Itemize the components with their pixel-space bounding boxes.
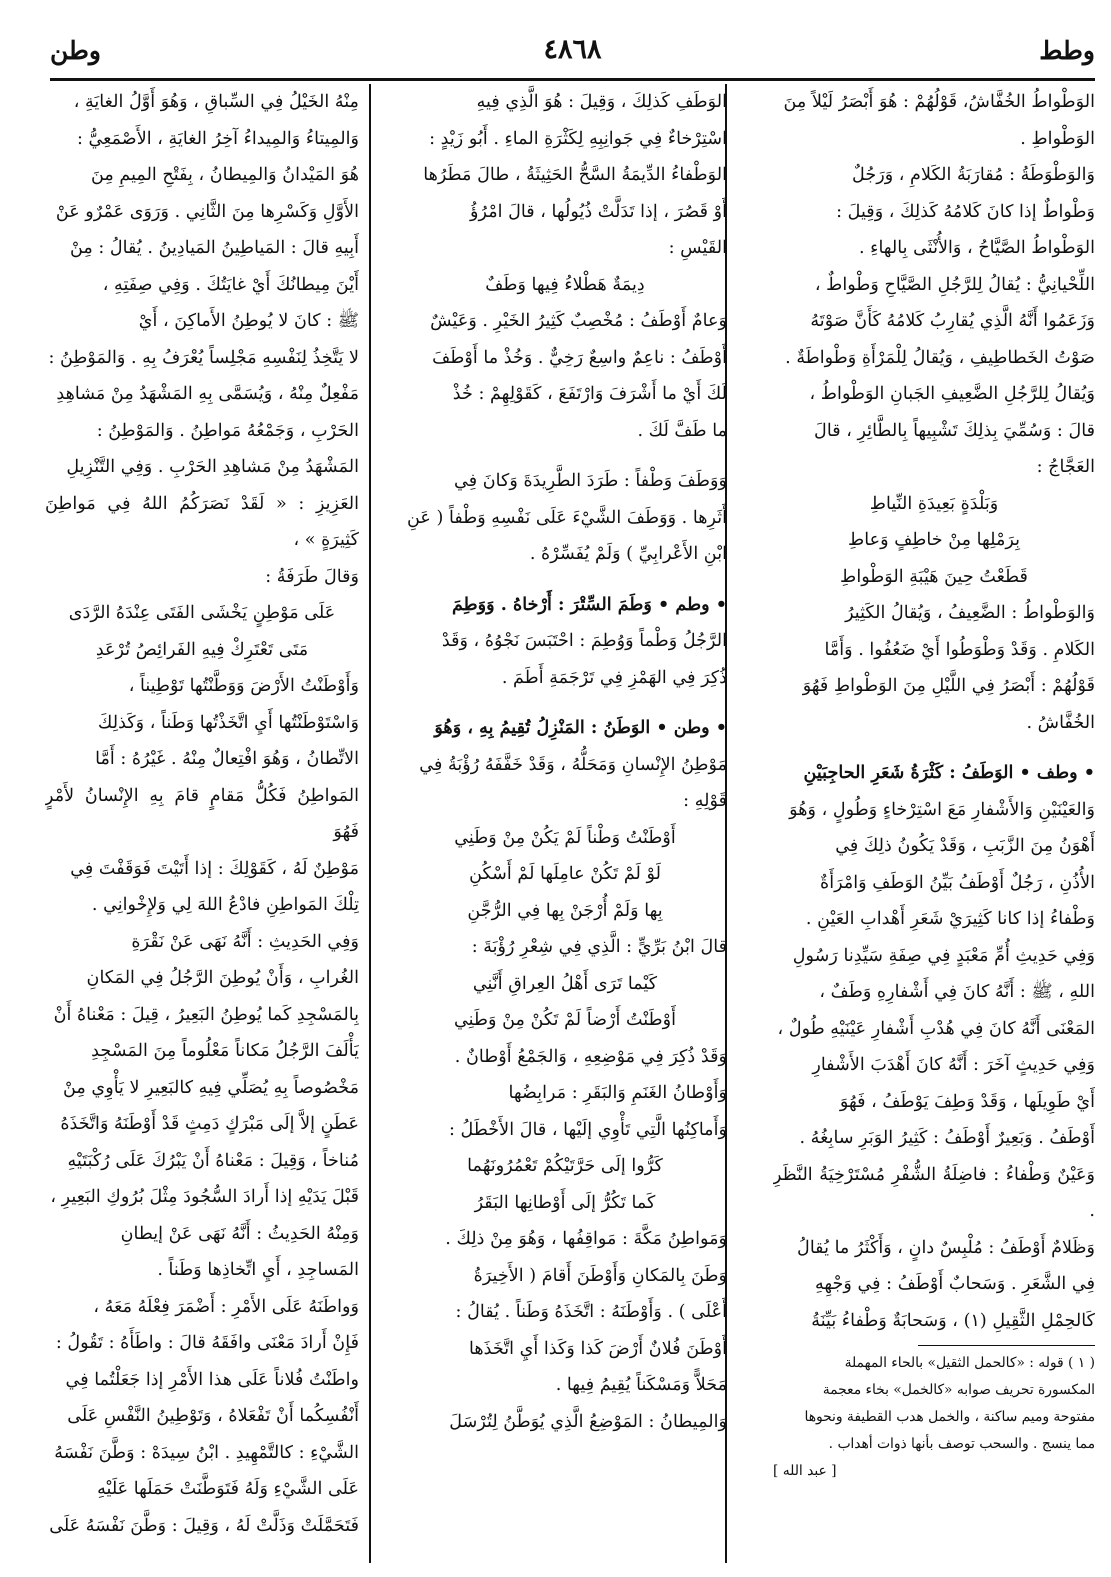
column-right — [773, 84, 1095, 1563]
text-line: لا يَتَّخِذُ لِنَفْسِهِ مَجْلِساً يُعْرَفُ بِهِ . وَالمَوْطِنُ : — [48, 347, 359, 368]
text-line: الحَرْبِ ، وَجَمْعُهُ مَواطِنُ . وَالمَوْطِنُ : — [96, 420, 359, 441]
text-line: وَفِي حَدِيثٍ آخَرَ : أَنَّهُ كانَ أَهْدَبَ الأَشْفارِ — [812, 1055, 1095, 1075]
text-line: وَالوَطْواطُ : الضَّعِيفُ ، وَيُقالُ الكَثِيرُ — [845, 603, 1095, 623]
text-line: قالَ ابْنُ بَرِّيٍّ : الَّذِي فِي شِعْرِ رُؤْبَةَ : — [471, 937, 727, 957]
text-line: قَبْلَ يَدَيْهِ إذا أَرادَ السُّجُودَ مِثْلَ بُرُوكِ البَعِيرِ ، — [50, 1187, 359, 1207]
text-line: وَظَلامٌ أَوْطَفُ : مُلْبِسٌ دانٍ ، وَأَكْثَرُ ما يُقالُ — [797, 1237, 1095, 1258]
text-line: العَزِيزِ : « لَقَدْ نَصَرَكُمُ اللهُ فِي مَواطِنَ كَثِيرَةٍ » ، — [45, 493, 359, 550]
text-line: وَقَدْ ذُكِرَ فِي مَوْضِعِهِ ، وَالجَمْعُ أَوْطانٌ . — [454, 1046, 727, 1067]
verse-line: أَوْطَنْتُ أَرْضاً لَمْ تَكُنْ مِنْ وَطَنِي — [454, 1010, 676, 1030]
verse-line: مَتَى تَعْتَرِكْ فِيهِ الفَرائِصُ تُرْعَدِ — [95, 639, 309, 660]
verse-line: قَطَعْتُ حِينَ هَيْبَةِ الوَطْواطِ — [840, 566, 1028, 587]
text-line: صَوْتُ الخَطاطِيفِ ، وَيُقالُ لِلْمَرْأَةِ وَطْواطَةٌ . — [785, 347, 1095, 368]
text-line: وَالعَيْنَيْنِ وَالأَشْفارِ مَعَ اسْتِرْخاءٍ وَطُولٍ ، وَهُوَ — [789, 799, 1095, 820]
text-line: فَإِنْ أَرادَ مَعْنَى وافَقَهُ قالَ : واطَأَهُ : تَقُولُ : — [55, 1333, 359, 1353]
text-line: مَحَلاًّ وَمَسْكَناً يُقِيمُ فِيها . — [555, 1375, 727, 1395]
text-line: أَبِيهِ قالَ : المَياطِينُ المَيادِينُ . يُقالُ : مِنْ — [69, 238, 359, 258]
text-line: وَأَوْطانُ الغَنَمِ وَالبَقَرِ : مَرابِضُها — [508, 1083, 727, 1103]
text-line: فِي الشَّعَرِ . وَسَحابٌ أَوْطَفُ : فِي وَجْهِهِ — [815, 1274, 1095, 1294]
text-line: وَوَطَفَ وَطْفاً : طَرَدَ الطَّرِيدَةَ وَكانَ فِي — [454, 471, 727, 491]
column-left — [45, 84, 359, 1563]
text-line: قَوْلُهُمْ : أَبْصَرُ فِي اللَّيْلِ مِنَ الوَطْواطِ فَهُوَ — [802, 676, 1095, 696]
page-number: ٤٨٦٨ — [543, 34, 602, 65]
text-line: مِنْهُ الخَيْلُ فِي السِّباقِ ، وَهُوَ أَوَّلُ الغايَةِ ، — [73, 92, 359, 112]
text-line: ﷺ : كانَ لا يُوطِنُ الأَماكِنَ ، أَيْ — [138, 311, 359, 331]
text-line: كَالحِمْلِ الثَّقِيلِ (١) ، وَسَحابَةٌ وَطْفاءُ بَيِّنَةُ — [811, 1310, 1095, 1331]
verse-line: لَوْ لَمْ تَكُنْ عامِلَها لَمْ أَسْكُنِ — [469, 864, 661, 884]
text-line: وَمِنْهُ الحَدِيثُ : أَنَّهُ نَهَى عَنْ إيطانِ — [120, 1223, 359, 1244]
text-line: وَأَماكِنُها الَّتِي تَأْوِي إلَيْها ، قالَ الأَخْطَلُ : — [449, 1119, 727, 1140]
footnote — [773, 1350, 1095, 1485]
text-line: أَيْنَ مِيطانُكَ أَيْ غايَتُكَ . وَفِي صِفَتِهِ ، — [102, 274, 359, 295]
verse-line: كَيْما تَرَى أَهْلُ العِراقِ أَنَّنِي — [472, 973, 658, 994]
header-root-left: وطن — [50, 36, 102, 65]
column-divider — [369, 84, 371, 1563]
footnote-rule — [918, 1345, 1095, 1346]
verse-line: كَما تَكُرُّ إلَى أَوْطانِها البَقَرُ — [474, 1192, 656, 1213]
entry-heading: • وطف • الوَطَفُ : كَثْرَةُ شَعَرِ الحاجِبَيْنِ — [803, 762, 1095, 783]
text-line: مَخْصُوصاً بِهِ يُصَلِّي فِيهِ كالبَعِيرِ لا يَأْوِي مِنْ — [63, 1077, 359, 1098]
text-line: أَعْلَى ) . وَأَوْطَنَهُ : اتَّخَذَهُ وَطَناً . يُقالُ : — [455, 1302, 727, 1322]
text-line: وَطَنَ بِالمَكانِ وَأَوْطَنَ أَقامَ ( الأَخِيرَةُ — [473, 1265, 727, 1286]
text-line: الوَطْواطُ الصَّيَّاحُ ، وَالأُنْثَى بِالهاءِ . — [858, 238, 1095, 258]
text-line: المَساجِدِ ، أَيِ اتِّخاذِها وَطَناً . — [157, 1260, 359, 1280]
header-root-right: وطط — [1039, 36, 1095, 65]
text-line: لَكَ أَيْ ما أَشْرَفَ وَارْتَفَعَ ، كَقَوْلِهِمْ : خُذْ — [452, 384, 727, 404]
text-line: مَوْطِنُ الإِنْسانِ وَمَحَلُّهُ ، وَقَدْ خَفَّفَهُ رُؤْبَةُ فِي — [419, 754, 727, 775]
text-line: واطَنْتُ فُلاناً عَلَى هذا الأَمْرِ إذا جَعَلْتُما فِي — [65, 1369, 359, 1390]
text-line: أَهْوَنُ مِنَ الزَّبَبِ ، وَقَدْ يَكُونُ ذلِكَ فِي — [835, 836, 1095, 856]
footnote-line: المكسورة تحريف صوابه «كالخمل» بخاء معجمة — [822, 1382, 1095, 1398]
text-line: وَالمِيطانُ : المَوْضِعُ الَّذِي يُوَطَّنُ لِتُرْسَلَ — [449, 1411, 727, 1432]
text-line: فَتَحَمَّلَتْ وَذَلَّتْ لَهُ ، وَقِيلَ : وَطَّنَ نَفْسَهُ عَلَى — [49, 1515, 359, 1536]
text-line: وَواطَنَهُ عَلَى الأَمْرِ : أَضْمَرَ فِعْلَهُ مَعَهُ ، — [93, 1296, 359, 1317]
text-line: اللهِ ، ﷺ : أَنَّهُ كانَ فِي أَشْفارِهِ وَطَفٌ ، — [819, 982, 1095, 1002]
text-line: الرَّجُلُ وَطْماً وَوُطِمَ : احْتَبَسَ نَجْوُهُ ، وَقَدْ — [441, 631, 727, 651]
text-line: الوَطْفاءُ الدِّيمَةُ السَّحُّ الحَثِيثَةُ ، طالَ مَطَرُها — [423, 165, 727, 185]
paragraph-gap — [403, 449, 727, 463]
verse-line: وَبَلْدَةٍ بَعِيدَةِ النِّياطِ — [869, 493, 999, 514]
text-line: اسْتِرْخاءٌ فِي جَوانِبِهِ لِكَثْرَةِ الماءِ . أَبُو زَيْدٍ : — [429, 128, 727, 149]
text-line: الاتِّطانُ ، وَهُوَ افْتِعالٌ مِنْهُ . غَيْرُهُ : أَمَّا — [95, 749, 359, 769]
entry-heading: • وطن • الوَطَنُ : المَنْزِلُ تُقِيمُ بِهِ ، وَهُوَ — [434, 717, 727, 738]
text-line: ذُكِرَ فِي الهَمْزِ فِي تَرْجَمَةِ أَطَمَ . — [501, 667, 727, 688]
verse-line: بِرَمْلِها مِنْ خاطِفٍ وَعاطِ — [848, 530, 1020, 550]
text-line: مُناخاً ، وَقِيلَ : مَعْناهُ أَنْ يَبْرُكَ عَلَى رُكْبَتَيْهِ — [67, 1150, 359, 1171]
text-line: مَفْعِلٌ مِنْهُ ، وَيُسَمَّى بِهِ المَشْهَدُ مِنْ مَشاهِدِ — [56, 384, 359, 404]
text-line: وَفِي الحَدِيثِ : أَنَّهُ نَهَى عَنْ نَقْرَةِ — [131, 931, 359, 952]
text-line: الوَطْواطُ الخُفَّاشُ، قَوْلُهُمْ : هُوَ أَبْصَرُ لَيْلاً مِنَ — [783, 92, 1095, 112]
text-line: وَأَوْطَنْتُ الأَرْضَ وَوَطَّنْتُها تَوْطِيناً ، — [128, 676, 359, 696]
text-line: الوَطَفِ كَذلِكَ ، وَقِيلَ : هُوَ الَّذِي فِيهِ — [476, 92, 727, 112]
text-line: مَوْطِنٌ لَهُ ، كَقَوْلِكَ : إذا أَتَيْتَ فَوَقَفْتَ فِي — [70, 858, 359, 879]
text-line: الأُذُنِ ، رَجُلٌ أَوْطَفُ بَيِّنُ الوَطَفِ وَامْرَأَةٌ — [820, 872, 1095, 893]
text-line: وَطْفاءُ إذا كانا كَثِيرَيْ شَعَرِ أَهْدابِ العَيْنِ . — [805, 909, 1095, 929]
entry-gap — [403, 573, 727, 587]
verse-line: أَوْطَنْتُ وَطْناً لَمْ يَكُنْ مِنْ وَطَنِي — [454, 827, 676, 848]
verse-line: كَرُّوا إلَى حَرَّتَيْكُمْ تَعْمُرُونَهُما — [467, 1156, 663, 1176]
verse-line: بِها وَلَمْ أُرْجَنْ بِها فِي الرُّجَّنِ — [467, 900, 663, 921]
running-header — [50, 30, 1095, 81]
text-line: أَوْطَفُ : ناعِمٌ واسِعٌ رَخِيٌّ . وَخُذْ ما أَوْطَفَ — [432, 347, 727, 368]
text-line: وَعامٌ أَوْطَفُ : مُخْصِبٌ كَثِيرُ الخَيْرِ . وَعَيْشٌ — [430, 311, 727, 331]
text-line: المَواطِنُ فَكُلُّ مَقامٍ قامَ بِهِ الإِنْسانُ لأَمْرٍ فَهُوَ — [45, 785, 359, 842]
text-line: عَطَنٍ إلاَّ إلَى مَبْرَكٍ دَمِثٍ قَدْ أَوْطَنَهُ وَاتَّخَذَهُ — [60, 1114, 359, 1134]
text-line: وَالمِيتاءُ وَالمِيداءُ آخِرُ الغايَةِ ، الأَصْمَعِيُّ : — [76, 128, 359, 149]
verse-line: عَلَى مَوْطِنٍ يَخْشَى الفَتَى عِنْدَهُ الرَّدَى — [68, 603, 336, 623]
text-line: أَوْ قَصُرَ ، إذا تَدَلَّتْ ذُيُولُها ، قالَ امْرُؤُ — [470, 201, 727, 222]
text-line: الأَوَّلِ وَكَسْرِها مِنَ الثَّانِي . وَرَوَى عَمْرٌو عَنْ — [55, 201, 359, 222]
text-line: وَزَعَمُوا أَنَّهُ الَّذِي يُقارِبُ كَلامُهُ كَأَنَّ صَوْتَهُ — [810, 311, 1095, 331]
text-line: أَيْ طَوِيلَها ، وَقَدْ وَطِفَ يَوْطَفُ ، فَهُوَ — [839, 1091, 1095, 1112]
footnote-line: مما ينسج . والسحب توصف بأنها ذوات أهداب . — [828, 1436, 1095, 1452]
text-line: اللِّحْيانِيُّ : يُقالُ لِلرَّجُلِ الصَّيَّاحِ وَطْواطٌ ، — [814, 274, 1095, 295]
text-line: الشَّيْءِ : كالتَّمْهِيدِ . ابْنُ سِيدَهْ : وَطَّنَ نَفْسَهُ — [54, 1442, 359, 1463]
text-line: عَلَى الشَّيْءِ وَلَهُ فَتَوَطَّنَتْ حَمَلَها عَلَيْهِ — [97, 1479, 359, 1499]
text-line: المَعْنَى أَنَّهُ كانَ فِي هُدْبِ أَشْفارِ عَيْنَيْهِ طُولٌ ، — [777, 1018, 1095, 1039]
verse-line: دِيمَةٌ هَطْلاءُ فِيها وَطَفٌ — [485, 274, 645, 295]
text-line: وَمَواطِنُ مَكَّةَ : مَواقِفُها ، وَهُوَ مِنْ ذلِكَ . — [445, 1229, 727, 1249]
entry-gap — [773, 741, 1095, 755]
text-line: وَيُقالُ لِلرَّجُلِ الضَّعِيفِ الجَبانِ الوَطْواطُ ، — [809, 384, 1095, 404]
text-line: هُوَ المَيْدانُ وَالمِيطانُ ، بِفَتْحِ المِيمِ مِنَ — [90, 165, 359, 185]
text-line: أَوْطَنَ فُلانٌ أَرْضَ كَذا وَكَذا أَيِ اتَّخَذَها — [469, 1338, 727, 1359]
text-line: المَشْهَدُ مِنْ مَشاهِدِ الحَرْبِ . وَفِي التَّنْزِيلِ — [66, 457, 359, 477]
text-line: أَنْفُسِكُما أَنْ تَفْعَلاهُ ، وَتَوْطِينُ النَّفْسِ عَلَى — [67, 1406, 359, 1426]
text-line: بِالمَسْجِدِ كَما يُوطِنُ البَعِيرُ ، قِيلَ : مَعْناهُ أَنْ — [53, 1004, 359, 1025]
text-line: وَعَيْنٌ وَطْفاءُ : فاضِلَةُ الشُّفْرِ مُسْتَرْخِيَةُ النَّظَرِ . — [773, 1164, 1095, 1221]
entry-gap — [403, 696, 727, 710]
text-line: تِلْكَ المَواطِنِ فادْعُ اللهَ لِي وَلإِخْوانِي . — [91, 895, 359, 915]
text-line: وَاسْتَوْطَنْتُها أَيِ اتَّخَذْتُها وَطَناً ، وَكَذلِكَ — [97, 712, 359, 733]
text-line: ما طَفَّ لَكَ . — [637, 420, 727, 441]
text-line: يَأْلَفَ الرَّجُلُ مَكاناً مَعْلُوماً مِنَ المَسْجِدِ — [91, 1041, 359, 1061]
text-line: وَفِي حَدِيثِ أُمِّ مَعْبَدٍ فِي صِفَةِ سَيِّدِنا رَسُولِ — [792, 945, 1095, 966]
text-line: الكَلامِ . وَقَدْ وَطْوَطُوا أَيْ ضَعُفُوا . وَأَمَّا — [824, 639, 1095, 660]
entry-heading: • وطم • وَطَمَ السِّتْرَ : أَرْخاهُ . وَوَطِمَ — [451, 593, 727, 615]
footnote-signature: [ عبد الله ] — [773, 1463, 837, 1479]
text-line: العَجَّاجُ : — [1036, 457, 1095, 477]
text-line: وَقالَ طَرَفَةُ : — [265, 566, 359, 587]
text-line: قَوْلِهِ : — [683, 791, 727, 811]
column-middle — [403, 84, 727, 1563]
text-line: أَوْطَفُ . وَبَعِيرٌ أَوْطَفُ : كَثِيرُ الوَبَرِ سابِغُهُ . — [799, 1128, 1095, 1148]
footnote-line: ( ١ ) قوله : «كالحمل الثقيل» بالحاء المهملة — [844, 1355, 1095, 1371]
text-line: ابْنِ الأَعْرابِيِّ ) وَلَمْ يُفَسِّرْهُ . — [529, 544, 727, 564]
text-line: الغُرابِ ، وَأَنْ يُوطِنَ الرَّجُلُ فِي المَكانِ — [86, 968, 359, 988]
text-line: القَيْسِ : — [668, 238, 727, 258]
footnote-line: مفتوحة وميم ساكنة ، والخمل هدب القطيفة ونحوها — [804, 1409, 1095, 1425]
text-line: وَالوَطْوَطَةُ : مُقارَبَةُ الكَلامِ ، وَرَجُلٌ — [852, 165, 1095, 185]
text-line: الخُفَّاشُ . — [1026, 712, 1095, 733]
text-line: قالَ : وَسُمِّيَ بِذلِكَ تَشْبِيهاً بِالطَّائِرِ ، قالَ — [814, 420, 1095, 441]
text-line: أَثَرِها . وَوَطَفَ الشَّيْءَ عَلَى نَفْسِهِ وَطْفاً ( عَنِ — [407, 507, 727, 528]
text-line: وَطْواطٌ إذا كانَ كَلامُهُ كَذلِكَ ، وَقِيلَ : — [836, 201, 1095, 222]
text-line: الوَطْواطِ . — [1020, 128, 1095, 149]
